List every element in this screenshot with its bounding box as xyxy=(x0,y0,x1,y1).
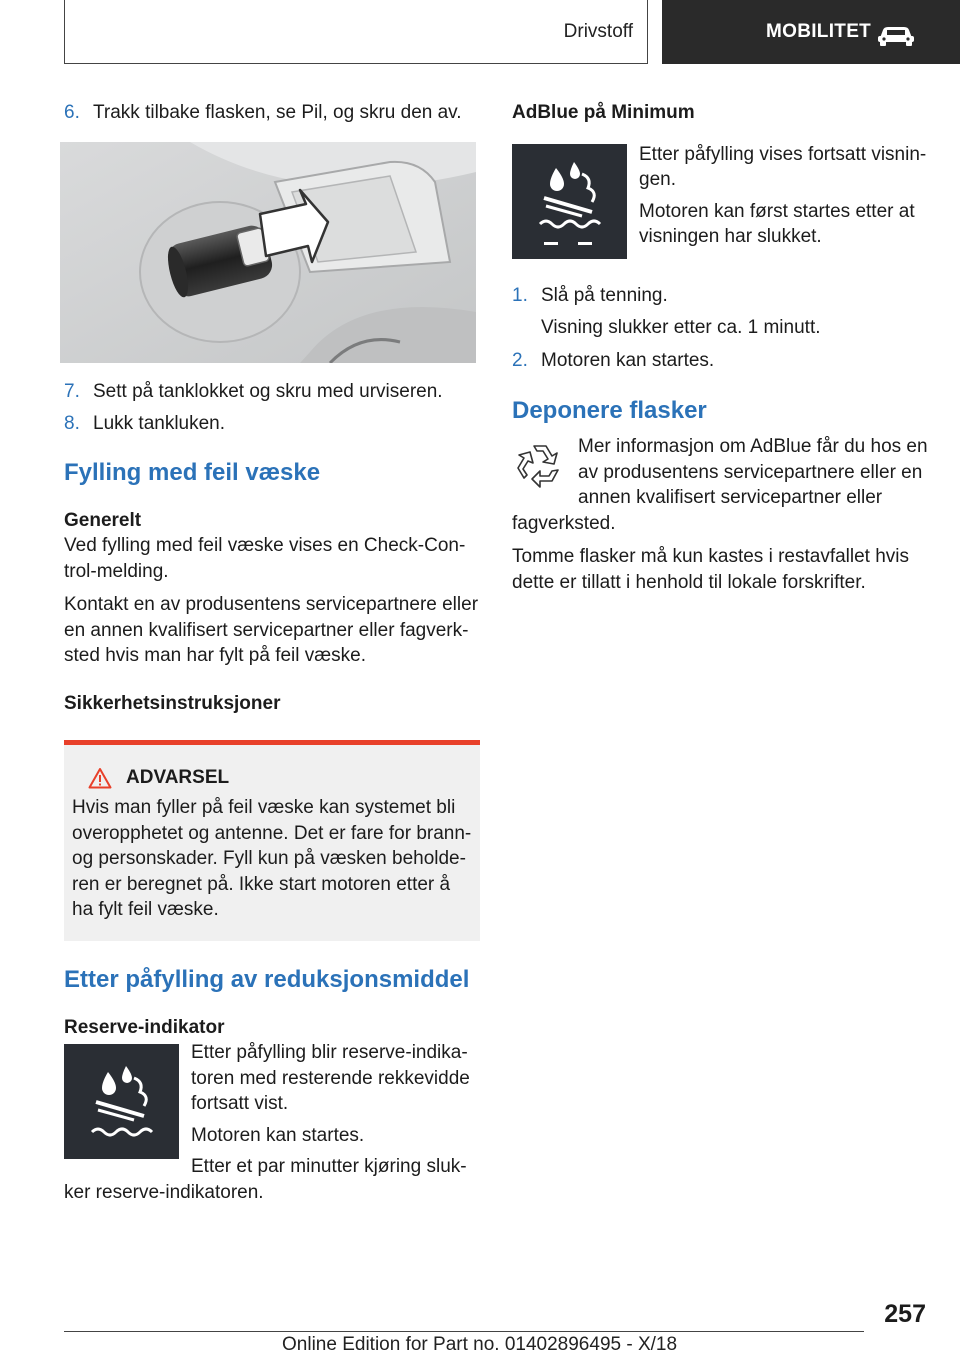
adblue-minimum-icon xyxy=(512,144,627,259)
paragraph: Etter påfylling blir reserve-indikatoren med resterende rekkevidde fortsatt vist. xyxy=(191,1042,470,1114)
step-number: 7. xyxy=(64,380,80,402)
adblue-warning-icon xyxy=(64,1044,179,1159)
header-section-title: Drivstoff xyxy=(563,20,633,42)
step-8 xyxy=(64,411,480,437)
reserve-section xyxy=(64,1040,480,1205)
step-1 xyxy=(512,283,928,309)
step-7 xyxy=(64,379,480,405)
minimum-section xyxy=(512,126,928,250)
step-6 xyxy=(64,100,480,126)
header-section-box xyxy=(64,0,648,64)
warning-box xyxy=(64,740,480,941)
paragraph: Ved fylling med feil væske vises en Check-Control-melding. xyxy=(64,535,466,582)
header-chapter-title: MOBILITET xyxy=(766,21,872,42)
step-text: Lukk tankluken. xyxy=(93,413,226,434)
footer-edition: Online Edition for Part no. 01402896495 - X/18 xyxy=(282,1334,678,1355)
step-number: 2. xyxy=(512,349,528,371)
step-number: 6. xyxy=(64,102,80,123)
heading-safety: Sikkerhetsinstruksjoner xyxy=(64,692,281,714)
warning-title-row xyxy=(72,767,472,789)
recycle-icon xyxy=(514,440,566,492)
paragraph: Motoren kan startes. xyxy=(191,1124,365,1146)
car-icon xyxy=(876,24,916,46)
dispose-section xyxy=(512,434,928,536)
warning-text: Hvis man fyller på feil væske kan systemet bli overopphetet og antenne. Det er fare for brann- og personskader. Fyll kun på væsken beholderen er beregnet på. Ikke start motoren etter å ha fylt feil væske. xyxy=(72,797,472,920)
paragraph: Tomme flasker må kun kastes i restavfallet hvis dette er tillatt i henhold til lokale forskrifter. xyxy=(512,546,910,593)
heading-after-refill: Etter påfylling av reduksjonsmiddel xyxy=(64,965,470,993)
heading-wrong-fluid: Fylling med feil væske xyxy=(64,458,321,486)
step-text: Trakk tilbake flasken, se Pil, og skru den av. xyxy=(93,102,462,123)
paragraph: Etter et par minutter kjøring slukker reserve-indikatoren. xyxy=(64,1156,467,1203)
heading-reserve: Reserve-indikator xyxy=(64,1016,225,1038)
footer-divider xyxy=(64,1331,864,1332)
paragraph: Etter påfylling vises fortsatt visningen. xyxy=(639,143,927,190)
page-number: 257 xyxy=(884,1300,926,1328)
paragraph: Kontakt en av produsentens servicepartnere eller en annen kvalifisert servicepartner eller fagverksted hvis man har fylt på feil væske. xyxy=(64,594,479,666)
adblue-bottle-photo xyxy=(60,142,476,363)
left-column xyxy=(64,100,480,1205)
header-chapter-box xyxy=(662,0,960,64)
warning-triangle-icon xyxy=(88,767,112,789)
step-number: 8. xyxy=(64,413,80,434)
right-column xyxy=(512,100,928,595)
heading-general: Generelt xyxy=(64,509,142,531)
step-1-detail: Visning slukker etter ca. 1 minutt. xyxy=(541,317,821,338)
heading-adblue-minimum: AdBlue på Minimum xyxy=(512,102,695,123)
paragraph: Motoren kan først startes etter at visningen har slukket. xyxy=(639,200,915,247)
warning-title: ADVARSEL xyxy=(126,767,230,788)
step-text: Motoren kan startes. xyxy=(541,349,715,371)
heading-dispose-bottles: Deponere flasker xyxy=(512,397,707,424)
step-text: Slå på tenning. xyxy=(541,284,668,306)
step-text: Sett på tanklokket og skru med urviseren. xyxy=(93,380,443,402)
paragraph: Mer informasjon om AdBlue får du hos en av produsentens servicepartnere eller en annen kvalifisert servicepartner eller fagverksted. xyxy=(512,436,928,534)
step-number: 1. xyxy=(512,284,528,306)
step-2 xyxy=(512,348,928,374)
